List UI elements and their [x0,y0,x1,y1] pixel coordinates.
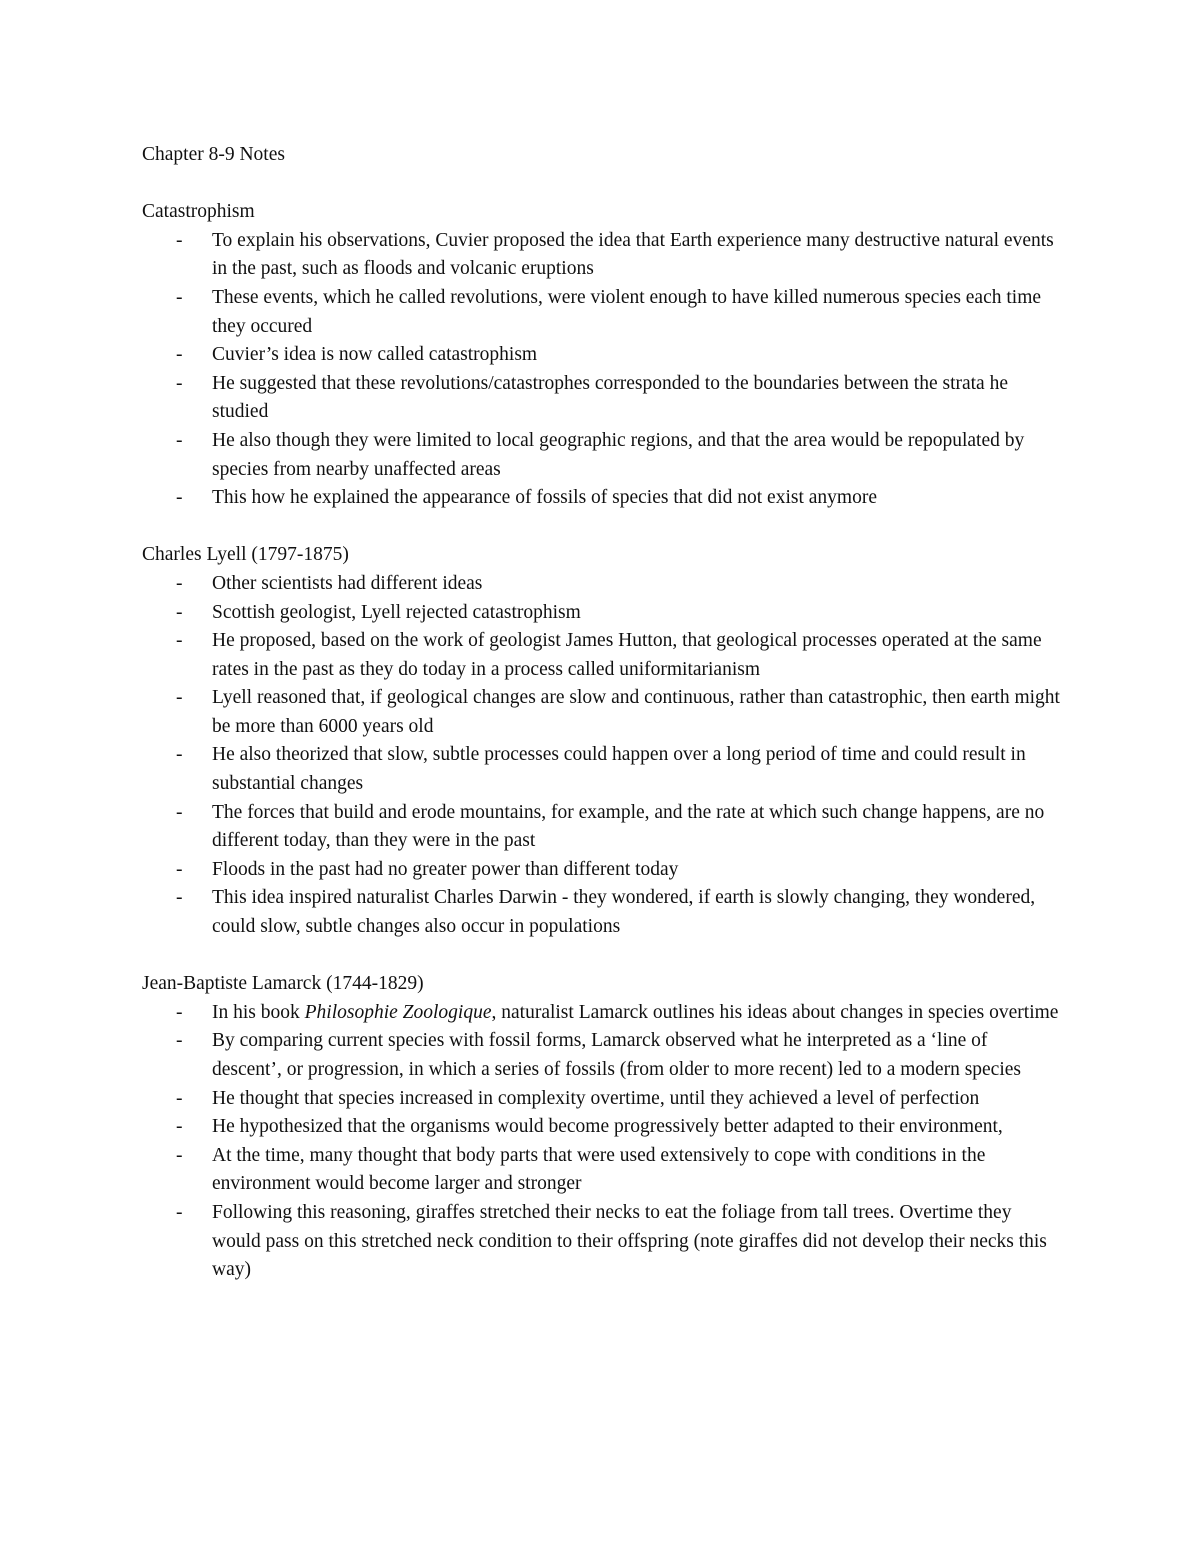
bullet-dash: - [176,687,183,709]
list-item [142,627,1062,684]
bullet-dash: - [176,744,183,766]
bullet-list [142,570,1062,942]
bullet-dash: - [176,429,183,451]
list-item-text: This how he explained the appearance of fossils of species that did not exist anymore [212,487,877,509]
list-item [142,1113,1062,1142]
list-item-text: He also theorized that slow, subtle processes could happen over a long period of time and could result in substantial changes [212,744,1026,795]
list-item [142,1027,1062,1084]
list-item [142,1199,1062,1285]
list-item-text: To explain his observations, Cuvier proposed the idea that Earth experience many destructive natural events in the past, such as floods and volcanic eruptions [212,229,1054,280]
bullet-dash: - [176,1144,183,1166]
section-lamarck [142,970,1062,1285]
bullet-dash: - [176,344,183,366]
bullet-list [142,227,1062,513]
bullet-dash: - [176,1116,183,1138]
list-item [142,341,1062,370]
book-title: Philosophie Zoologique [304,1001,492,1023]
list-item-text-suffix: , naturalist Lamarck outlines his ideas about changes in species overtime [491,1001,1059,1023]
list-item [142,999,1062,1028]
list-item-text: He also though they were limited to local geographic regions, and that the area would be repopulated by species from nearby unaffected areas [212,429,1025,480]
list-item-text: This idea inspired naturalist Charles Darwin - they wondered, if earth is slowly changing, they wondered, could slow, subtle changes also occur in populations [212,887,1036,938]
section-charles-lyell [142,541,1062,941]
list-item-text: Floods in the past had no greater power than different today [212,858,679,880]
list-item [142,484,1062,513]
list-item [142,570,1062,599]
section-heading: Charles Lyell (1797-1875) [142,544,349,566]
list-item-text: By comparing current species with fossil forms, Lamarck observed what he interpreted as a ‘line of descent’, or progression, in which a series of fossils (from older to more recent) led to a modern species [212,1030,1022,1080]
list-item-text: Lyell reasoned that, if geological changes are slow and continuous, rather than catastrophic, then earth might be more than 6000 years old [212,687,1060,737]
list-item-text: Scottish geologist, Lyell rejected catastrophism [212,601,581,623]
list-item [142,227,1062,284]
list-item-text: Following this reasoning, giraffes stretched their necks to eat the foliage from tall trees. Overtime they would pass on this stretched neck condition to their offspring (note giraffes did not develop their necks this way) [212,1201,1047,1281]
list-item-text: He thought that species increased in complexity overtime, until they achieved a level of perfection [212,1087,980,1109]
list-item-text: Other scientists had different ideas [212,572,483,594]
list-item [142,884,1062,941]
bullet-dash: - [176,1001,183,1023]
list-item [142,684,1062,741]
list-item [142,599,1062,628]
bullet-dash: - [176,801,183,823]
bullet-dash: - [176,630,183,652]
bullet-dash: - [176,601,183,623]
bullet-dash: - [176,1030,183,1052]
list-item [142,799,1062,856]
list-item-text: He suggested that these revolutions/catastrophes corresponded to the boundaries between the strata he studied [212,372,1008,423]
section-catastrophism [142,198,1062,513]
list-item [142,1142,1062,1199]
bullet-dash: - [176,1201,183,1223]
bullet-dash: - [176,286,183,308]
list-item-text-prefix: In his book [212,1001,305,1023]
list-item [142,856,1062,885]
list-item-text: At the time, many thought that body parts that were used extensively to cope with conditions in the environment would become larger and stronger [212,1144,986,1195]
bullet-dash: - [176,572,183,594]
bullet-dash: - [176,372,183,394]
section-heading: Jean-Baptiste Lamarck (1744-1829) [142,973,424,995]
list-item-text: Cuvier’s idea is now called catastrophism [212,344,538,366]
bullet-dash: - [176,487,183,509]
list-item [142,1085,1062,1114]
list-item-text: He hypothesized that the organisms would become progressively better adapted to their environment, [212,1116,1003,1138]
document-title: Chapter 8-9 Notes [142,144,285,165]
list-item [142,741,1062,798]
list-item [142,427,1062,484]
list-item-text: He proposed, based on the work of geologist James Hutton, that geological processes operated at the same rates in the past as they do today in a process called uniformitarianism [212,630,1042,680]
bullet-dash: - [176,229,183,251]
list-item-text: The forces that build and erode mountains, for example, and the rate at which such change happens, are no different today, than they were in the past [212,801,1045,852]
bullet-dash: - [176,887,183,909]
list-item [142,284,1062,341]
bullet-dash: - [176,858,183,880]
bullet-list [142,999,1062,1285]
section-heading: Catastrophism [142,201,255,223]
list-item-text: These events, which he called revolutions, were violent enough to have killed numerous species each time they occured [212,286,1042,337]
bullet-dash: - [176,1087,183,1109]
document-page [142,141,1062,1313]
list-item [142,370,1062,427]
